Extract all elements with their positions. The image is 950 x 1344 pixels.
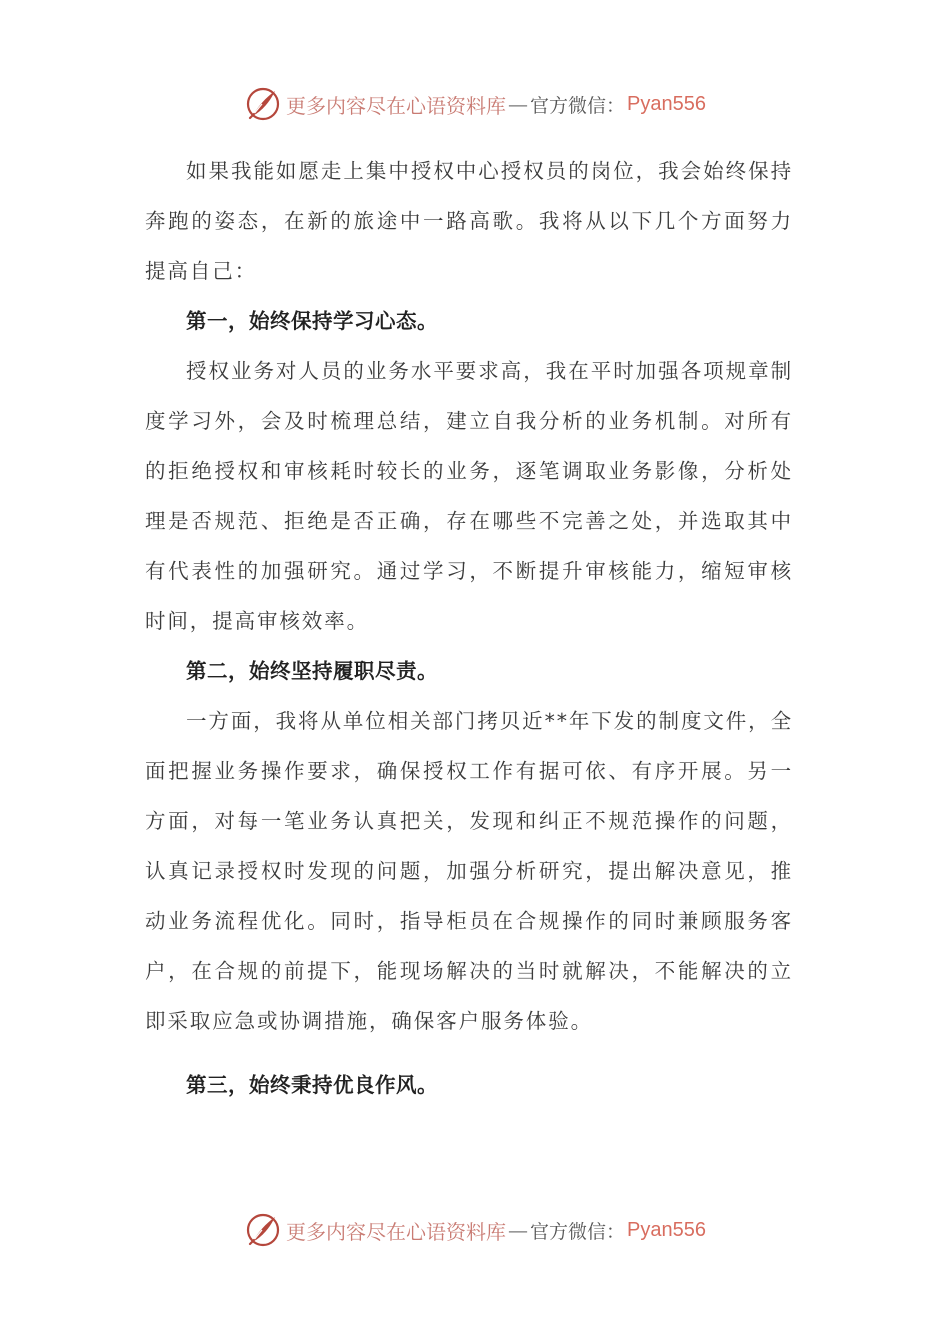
quill-pen-logo-icon (244, 85, 282, 123)
quill-pen-logo-icon (244, 1211, 282, 1249)
banner-dash: — (508, 92, 528, 116)
banner-dash: — (508, 1218, 528, 1242)
footer-banner (0, 1208, 950, 1252)
section-3-heading: 第三，始终秉持优良作风。 (186, 1073, 438, 1097)
section-1-paragraph: 授权业务对人员的业务水平要求高，我在平时加强各项规章制度学习外，会及时梳理总结，建立自我分析的业务机制。对所有的拒绝授权和审核耗时较长的业务，逐笔调取业务影像，分析处理是否规范、拒绝是否正确，存在哪些不完善之处，并选取其中有代表性的加强研究。通过学习，不断提升审核能力，缩短审核时间，提高审核效率。 (145, 359, 793, 633)
banner-wechat-id: Pyan556 (627, 92, 706, 115)
header-banner (0, 82, 950, 126)
banner-site-name: 更多内容尽在心语资料库 (286, 93, 506, 118)
section-1-heading: 第一，始终保持学习心态。 (186, 309, 438, 333)
banner-wechat-label: 官方微信： (530, 1220, 626, 1243)
intro-paragraph: 如果我能如愿走上集中授权中心授权员的岗位，我会始终保持奔跑的姿态，在新的旅途中一路高歌。我将从以下几个方面努力提高自己： (145, 159, 793, 283)
section-2-paragraph: 一方面，我将从单位相关部门拷贝近**年下发的制度文件，全面把握业务操作要求，确保授权工作有据可依、有序开展。另一方面，对每一笔业务认真把关，发现和纠正不规范操作的问题，认真记录授权时发现的问题，加强分析研究，提出解决意见，推动业务流程优化。同时，指导柜员在合规操作的同时兼顾服务客户，在合规的前提下，能现场解决的当时就解决，不能解决的立即采取应急或协调措施，确保客户服务体验。 (145, 709, 793, 1033)
banner-wechat-id: Pyan556 (627, 1218, 706, 1241)
section-2-heading: 第二，始终坚持履职尽责。 (186, 659, 438, 683)
banner-site-name: 更多内容尽在心语资料库 (286, 1219, 506, 1244)
document-body (145, 146, 793, 1110)
banner-wechat-label: 官方微信： (530, 94, 626, 117)
